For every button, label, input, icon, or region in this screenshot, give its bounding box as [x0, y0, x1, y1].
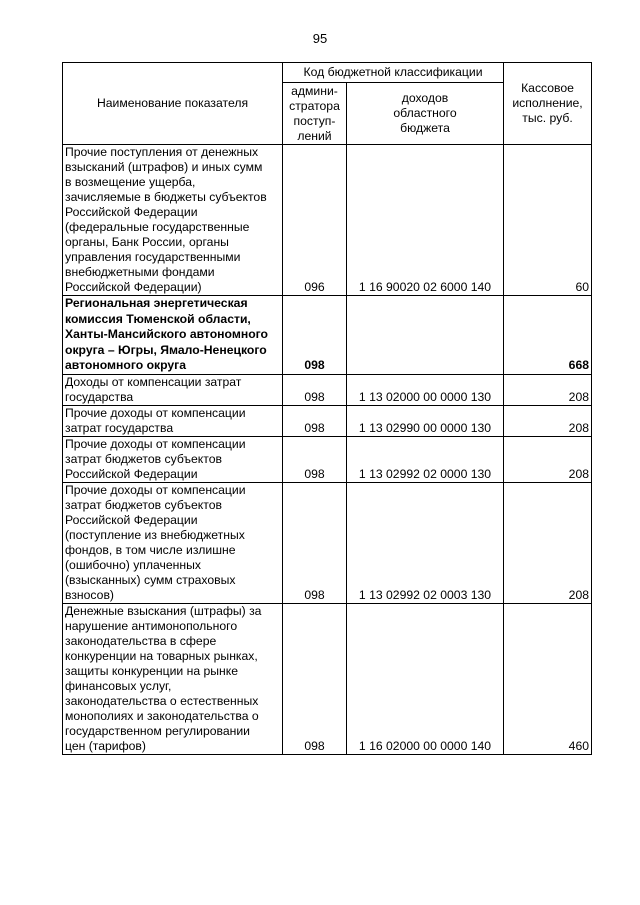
header-income-code: доходов областного бюджета	[347, 83, 504, 145]
amount-cell: 60	[504, 145, 592, 296]
table-row	[63, 145, 592, 296]
indicator-name-cell: Прочие поступления от денежных взысканий (штрафов) и иных сумм в возмещение ущерба, зачисляемые в бюджеты субъектов Российской Федерации (федеральные государственные органы, Банк России, органы управления государственными внебюджетными фондами Российской Федерации)	[63, 145, 283, 296]
page-number: 95	[312, 31, 328, 46]
admin-code-cell: 098	[283, 603, 347, 754]
indicator-name-cell: Региональная энергетическая комиссия Тюменской области, Ханты-Мансийского автономного округа – Югры, Ямало-Ненецкого автономного округа	[63, 296, 283, 375]
income-code-cell: 1 13 02992 02 0003 130	[347, 482, 504, 603]
admin-code-cell: 098	[283, 405, 347, 436]
admin-code-cell: 098	[283, 374, 347, 405]
indicator-name-cell: Денежные взыскания (штрафы) за нарушение антимонопольного законодательства в сфере конкуренции на товарных рынках, защиты конкуренции на рынке финансовых услуг, законодательства о естественных монополиях и законодательства о государственном регулировании цен (тарифов)	[63, 603, 283, 754]
admin-code-cell: 098	[283, 296, 347, 375]
amount-cell: 208	[504, 482, 592, 603]
table-header-row	[63, 63, 592, 83]
header-name: Наименование показателя	[63, 63, 283, 145]
indicator-name-cell: Прочие доходы от компенсации затрат бюджетов субъектов Российской Федерации (поступление из внебюджетных фондов, в том числе излишне (ошибочно) уплаченных (взысканных) сумм страховых взносов)	[63, 482, 283, 603]
table-row	[63, 296, 592, 375]
amount-cell: 668	[504, 296, 592, 375]
table-row	[63, 436, 592, 482]
indicator-name-cell: Доходы от компенсации затрат государства	[63, 374, 283, 405]
income-code-cell: 1 13 02992 02 0000 130	[347, 436, 504, 482]
income-code-cell	[347, 296, 504, 375]
header-code-group: Код бюджетной классификации	[283, 63, 504, 83]
admin-code-cell: 096	[283, 145, 347, 296]
table-row	[63, 374, 592, 405]
amount-cell: 208	[504, 374, 592, 405]
table-row	[63, 603, 592, 754]
income-code-cell: 1 16 02000 00 0000 140	[347, 603, 504, 754]
admin-code-cell: 098	[283, 436, 347, 482]
indicator-name-cell: Прочие доходы от компенсации затрат бюджетов субъектов Российской Федерации	[63, 436, 283, 482]
indicator-name-cell: Прочие доходы от компенсации затрат государства	[63, 405, 283, 436]
income-code-cell: 1 16 90020 02 6000 140	[347, 145, 504, 296]
amount-cell: 208	[504, 436, 592, 482]
income-code-cell: 1 13 02990 00 0000 130	[347, 405, 504, 436]
header-admin-code: админи- стратора поступ- лений	[283, 83, 347, 145]
table-row	[63, 405, 592, 436]
budget-table	[62, 62, 592, 755]
amount-cell: 208	[504, 405, 592, 436]
table-row	[63, 482, 592, 603]
header-amount: Кассовое исполнение, тыс. руб.	[504, 63, 592, 145]
admin-code-cell: 098	[283, 482, 347, 603]
amount-cell: 460	[504, 603, 592, 754]
income-code-cell: 1 13 02000 00 0000 130	[347, 374, 504, 405]
